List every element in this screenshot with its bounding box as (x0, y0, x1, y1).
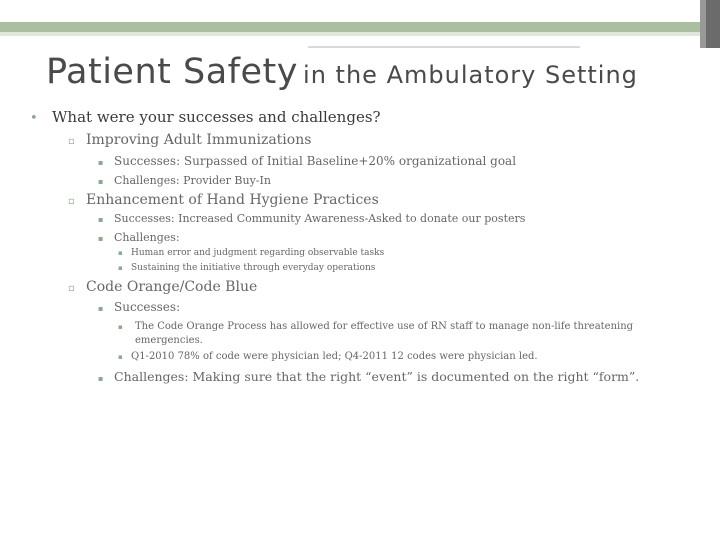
bullet-icon: ▪ (118, 249, 123, 257)
question-text: What were your successes and challenges? (52, 108, 381, 126)
bullet-icon: ▪ (118, 264, 123, 272)
bullet-icon: ▪ (98, 304, 104, 313)
square-bullet-icon: ▫ (68, 283, 75, 294)
list-item: ▪ Successes: Surpassed of Initial Baseline+20% organizational goal (98, 154, 517, 168)
list-subitem: ▪ Sustaining the initiative through everyday operations (118, 263, 376, 273)
bullet-icon: • (30, 111, 38, 126)
bullet-icon: ▪ (98, 374, 104, 383)
list-item: ▪ Challenges: Making sure that the right “event” is documented on the right “form”. (98, 369, 640, 384)
bullet-icon: ▪ (98, 177, 104, 186)
title-divider (308, 46, 580, 48)
list-item: ▪ Challenges: (98, 231, 180, 244)
top-accent-bar (0, 22, 700, 32)
corner-accent-light (700, 0, 706, 48)
bullet-icon: ▪ (118, 323, 123, 331)
bullet-icon: ▪ (98, 234, 104, 243)
list-item: ▪ Successes: (98, 300, 181, 314)
question-bullet (30, 108, 381, 126)
bullet-icon: ▪ (98, 215, 104, 224)
slide-title (46, 52, 638, 92)
bullet-icon: ▪ (118, 353, 123, 361)
title-main: Patient Safety (46, 52, 298, 92)
list-subitem: ▪ Q1-2010 78% of code were physician led; Q4-2011 12 codes were physician led. (118, 351, 538, 362)
list-item: ▪ Successes: Increased Community Awareness-Asked to donate our posters (98, 212, 526, 225)
list-item: ▪ Challenges: Provider Buy-In (98, 174, 271, 187)
square-bullet-icon: ▫ (68, 136, 75, 147)
title-rest: in the Ambulatory Setting (303, 61, 638, 89)
top-accent-shade (0, 32, 700, 36)
list-subitem: ▪ The Code Orange Process has allowed for effective use of RN staff to manage non-life threatening emergencies. (118, 321, 634, 346)
square-bullet-icon: ▫ (68, 196, 75, 207)
section-heading: ▫ Improving Adult Immunizations (68, 132, 312, 148)
section-heading: ▫ Enhancement of Hand Hygiene Practices (68, 192, 379, 208)
section-heading: ▫ Code Orange/Code Blue (68, 279, 258, 295)
bullet-icon: ▪ (98, 158, 104, 167)
list-subitem: ▪ Human error and judgment regarding observable tasks (118, 248, 385, 258)
